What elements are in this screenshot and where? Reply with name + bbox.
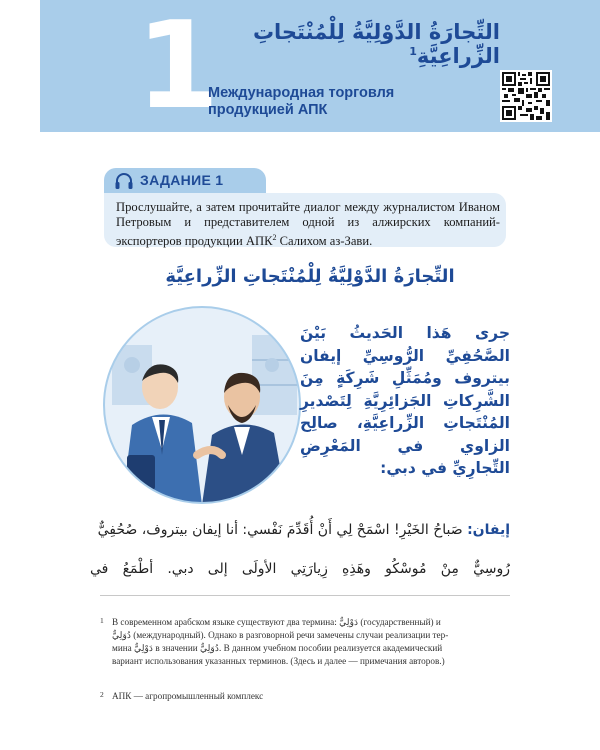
task-instructions-box <box>104 193 506 247</box>
dialog-title-arabic: التِّجارَةُ الدَّوْلِيَّةُ لِلْمُنْتَجاتِ الزِّراعِيَّةِ <box>165 266 455 287</box>
footnote-1-line: В современном арабском языке существуют два термина: دَوْلِيٌّ (государственный) и <box>112 617 441 627</box>
chapter-number: 1 <box>136 0 220 136</box>
task-instructions <box>116 200 500 249</box>
dialog-line-1-text: صَباحُ الخَيْرِ! اسْمَحْ لِي أَنْ أُقَدِّمَ نَفْسي: أنا إيفان بيتروف، صُحُفِيٌّ <box>97 522 463 538</box>
illustration-two-men <box>102 305 302 505</box>
footnote-1-line: мина دَوْلِيٌّ в значении دُوَلِيٌّ. В данном учебном пособии реализуется академический <box>112 643 443 653</box>
chapter-title-arabic-text: التِّجارَةُ الدَّوْلِيَّةُ لِلْمُنْتَجاتِ الزِّراعِيَّةِ <box>252 20 500 68</box>
task-tab <box>104 168 266 194</box>
speaker-name: إيفان: <box>467 522 510 538</box>
footnote-1-mark: 1 <box>100 616 104 625</box>
footnote-mark-1: 1 <box>409 45 417 58</box>
task-text-end: Салихом аз-Зави. <box>276 234 373 249</box>
chapter-title-arabic <box>170 20 500 68</box>
footnote-mark-2: 2 <box>272 233 277 242</box>
footnote-2 <box>112 690 510 703</box>
footnote-1-line: вариант использования указанных терминов. (Здесь и далее — примечания авторов.) <box>112 656 445 666</box>
footnote-1-line: دُوَلِيٌّ (международный). Однако в разговорной речи замечены случаи реализации тер- <box>112 630 449 640</box>
headphones-icon[interactable] <box>114 172 134 194</box>
dialog-line-2: رُوسِيٌّ مِنْ مُوسْكُو وهَذِهِ زِيارَتِي الأولَى إلى دبي. أطْمَعُ في <box>90 561 510 577</box>
footnote-1 <box>112 616 510 668</box>
task-text-main: Прослушайте, а затем прочитайте диалог между журналистом Иваном Петровым и представителем одной из алжирских компаний-экспортеров продукции АПК <box>116 200 500 249</box>
chapter-title-russian: Международная торговля продукцией АПК <box>208 85 395 118</box>
task-label: ЗАДАНИЕ 1 <box>140 172 224 188</box>
chapter-header <box>40 0 600 136</box>
qr-code-icon[interactable] <box>500 70 552 122</box>
footnote-divider <box>100 595 510 596</box>
dialog-intro-arabic: جرى هَذا الحَديثُ بَيْنَ الصَّحُفِيِّ الرُّوسِيِّ إيفان بيتروف ومُمَثِّلِ شَرِكَةٍ مِنَ الشَّرِكاتِ الجَزائِرِيَّةِ لِتَصْديرِ المُنْتَجاتِ الزِّراعِيَّةِ، صالِح الزاوي في المَعْرِضِ التِّجارِيِّ في دبي: <box>300 324 510 477</box>
dialog-line-1 <box>90 522 510 538</box>
footnote-2-mark: 2 <box>100 690 104 699</box>
footnote-2-line: АПК — агропромышленный комплекс <box>112 691 264 701</box>
